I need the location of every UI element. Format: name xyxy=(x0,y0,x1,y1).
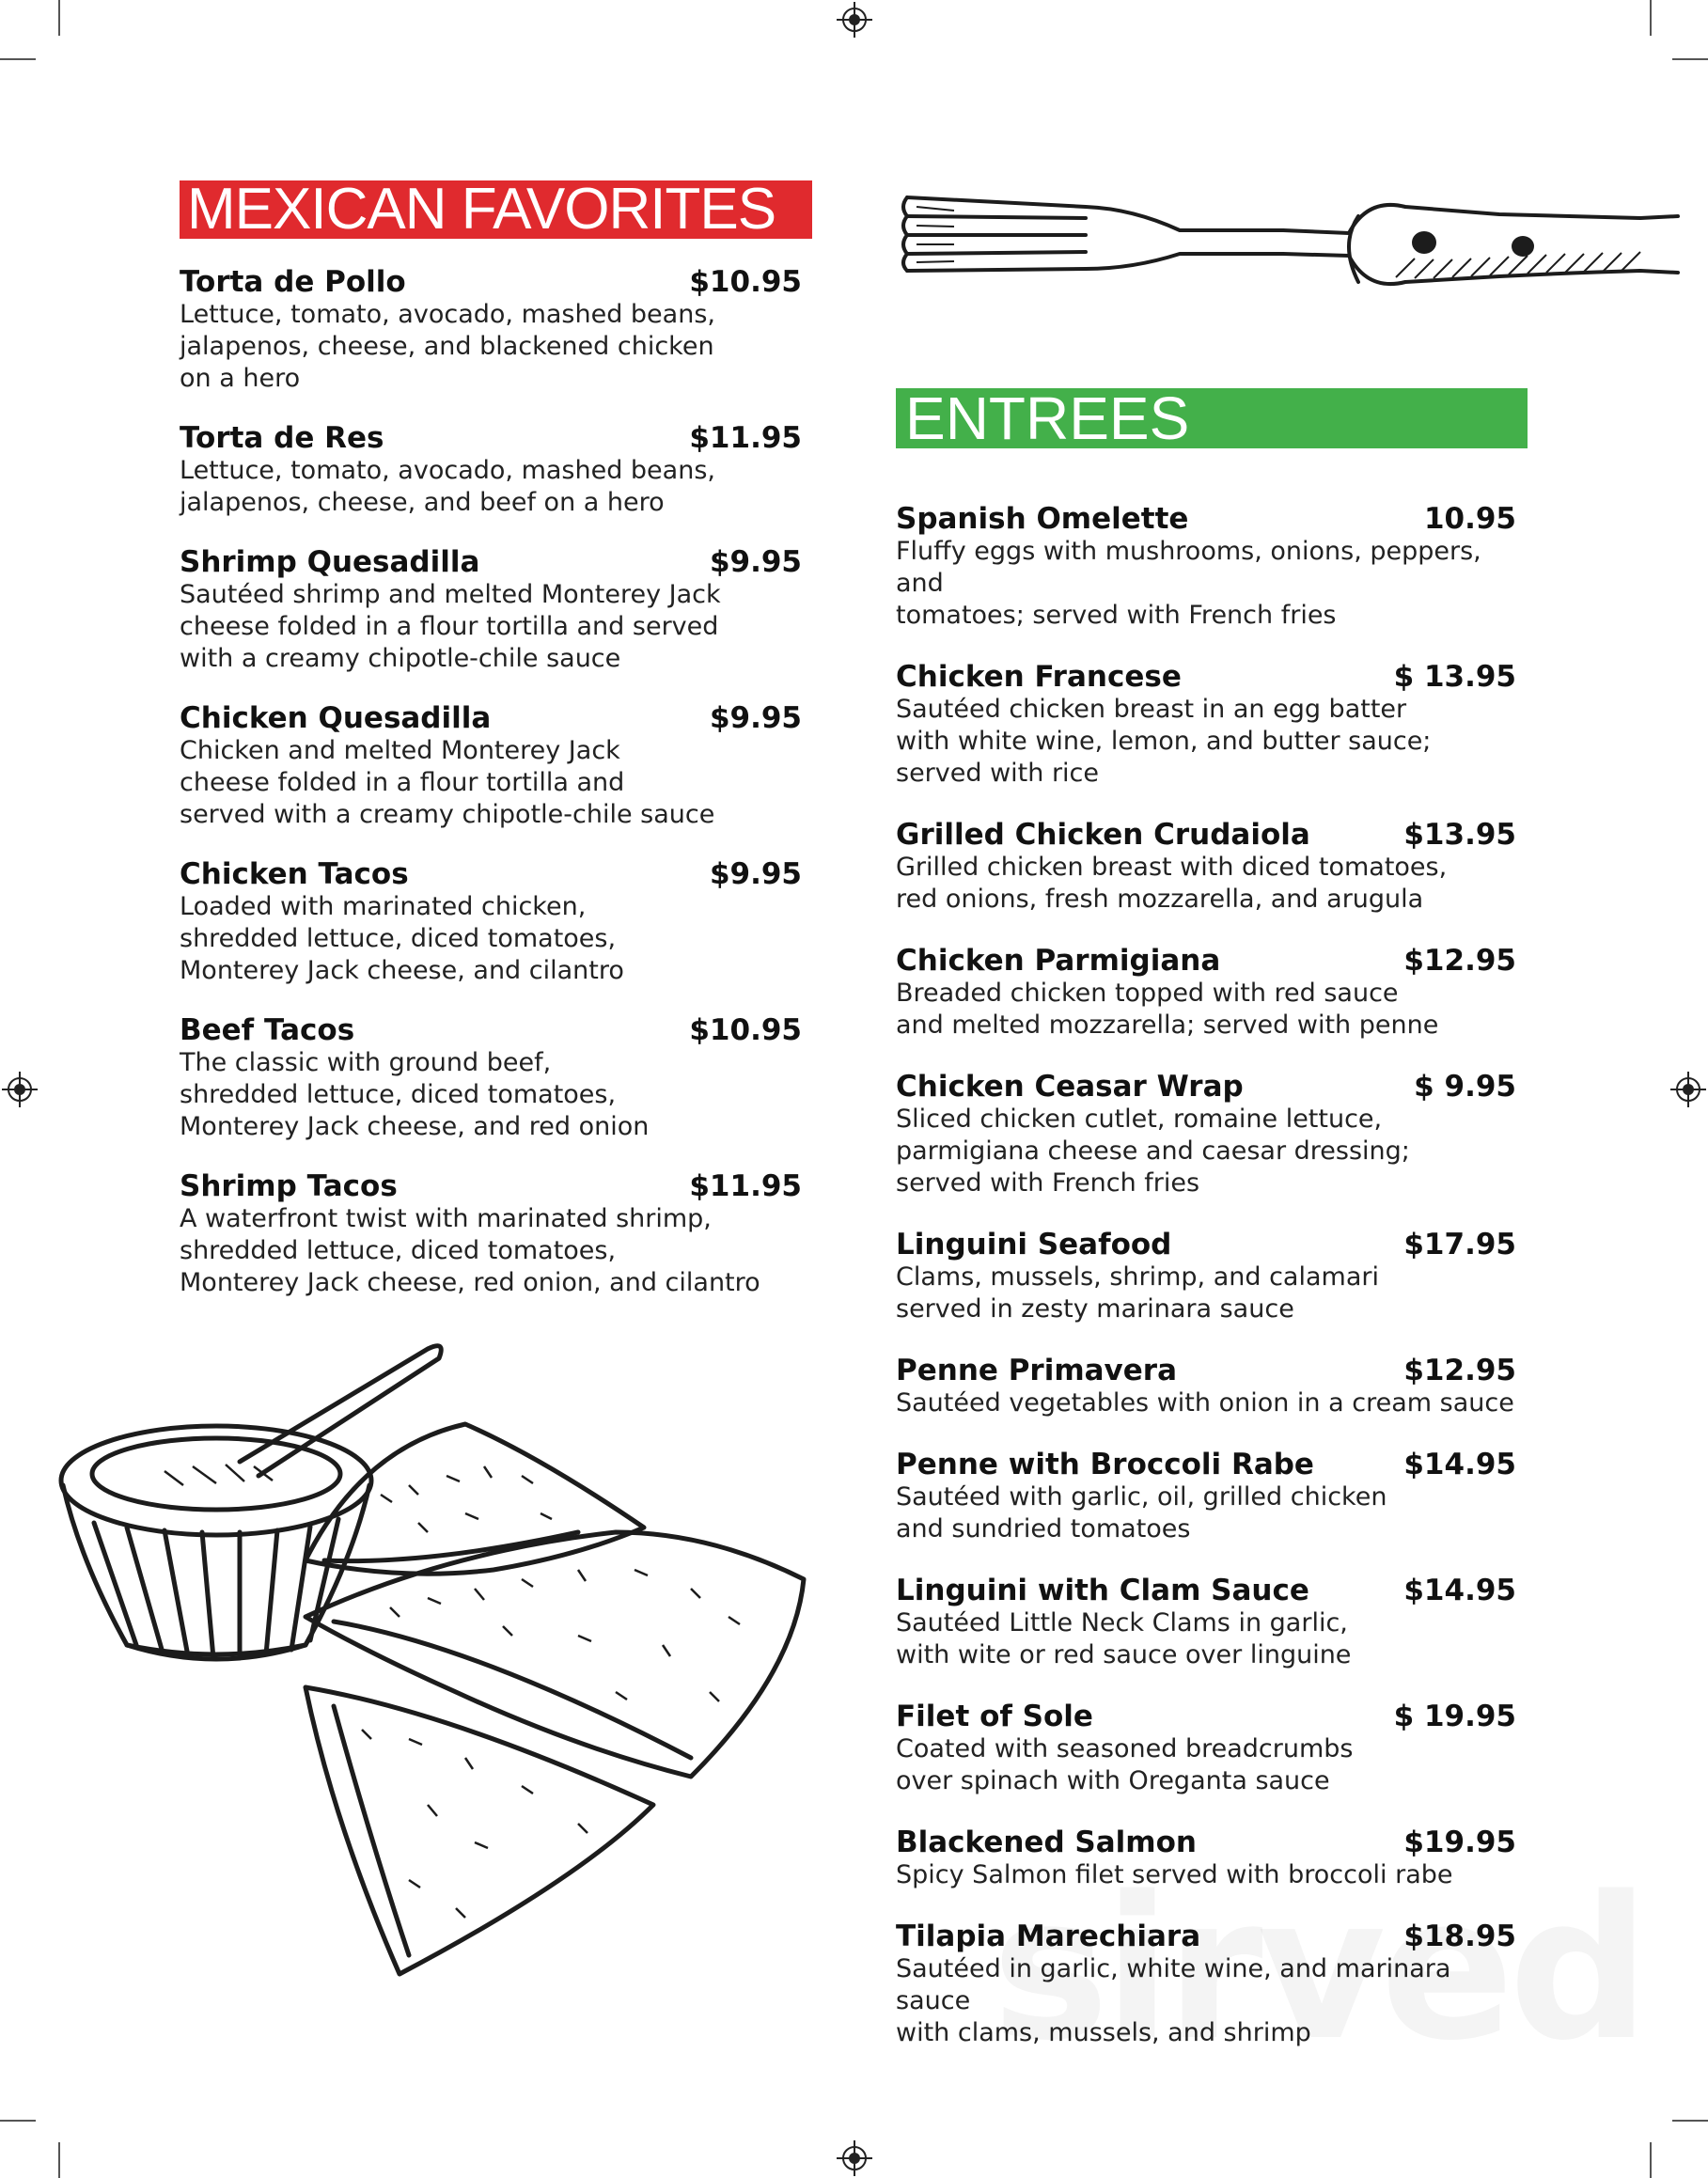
menu-item-description: A waterfront twist with marinated shrimp, shredded lettuce, diced tomatoes, Monterey Jack cheese, red onion, and cilantro xyxy=(180,1204,760,1297)
menu-item-description: Spicy Salmon filet served with broccoli rabe xyxy=(896,1860,1453,1889)
menu-item-header xyxy=(896,500,1516,538)
menu-item-description: Sautéed shrimp and melted Monterey Jack cheese folded in a flour tortilla and served with a creamy chipotle-chile sauce xyxy=(180,580,721,673)
menu-item-header xyxy=(896,942,1516,979)
menu-item-header xyxy=(180,699,802,737)
menu-item-description: Sautéed chicken breast in an egg batter with white wine, lemon, and butter sauce; served with rice xyxy=(896,695,1432,788)
menu-item-name: Linguini Seafood xyxy=(896,1228,1172,1261)
menu-item xyxy=(180,543,802,675)
menu-item xyxy=(180,1011,802,1143)
menu-item xyxy=(180,855,802,987)
menu-item-price: $9.95 xyxy=(709,701,802,735)
menu-item-price: $12.95 xyxy=(1403,1354,1516,1387)
menu-item-description: Loaded with marinated chicken, shredded lettuce, diced tomatoes, Monterey Jack cheese, and cilantro xyxy=(180,892,624,985)
menu-item-name: Blackened Salmon xyxy=(896,1825,1197,1859)
menu-item-header xyxy=(896,1226,1516,1263)
menu-item-name: Filet of Sole xyxy=(896,1700,1093,1733)
menu-item-price: $ 19.95 xyxy=(1393,1700,1516,1733)
registration-mark xyxy=(1676,1077,1700,1102)
crop-mark xyxy=(0,2120,36,2122)
menu-item-price: $19.95 xyxy=(1403,1825,1516,1859)
menu-item-name: Torta de Res xyxy=(180,421,384,455)
sirved-watermark xyxy=(992,1871,1644,2068)
entrees-header: ENTREES xyxy=(896,388,1528,448)
crop-mark xyxy=(1650,0,1652,36)
menu-item-name: Beef Tacos xyxy=(180,1013,355,1047)
menu-item xyxy=(180,419,802,519)
menu-item-header xyxy=(180,419,802,457)
menu-item-description: Sautéed in garlic, white wine, and marinara sauce with clams, mussels, and shrimp xyxy=(896,1954,1451,2047)
menu-item xyxy=(180,263,802,395)
registration-mark xyxy=(8,1077,32,1102)
menu-item-description: Sliced chicken cutlet, romaine lettuce, parmigiana cheese and caesar dressing; served with French fries xyxy=(896,1105,1410,1198)
menu-item-price: $13.95 xyxy=(1403,818,1516,852)
menu-item xyxy=(896,816,1516,916)
menu-item-name: Chicken Quesadilla xyxy=(180,701,492,735)
menu-item-header xyxy=(896,1698,1516,1735)
menu-item-description: Breaded chicken topped with red sauce and melted mozzarella; served with penne xyxy=(896,979,1439,1040)
menu-item-name: Tilapia Marechiara xyxy=(896,1919,1201,1953)
menu-item-description: Sautéed with garlic, oil, grilled chicken and sundried tomatoes xyxy=(896,1482,1387,1543)
menu-item-price: $17.95 xyxy=(1403,1228,1516,1261)
menu-item xyxy=(896,1068,1516,1199)
crop-mark xyxy=(58,2142,60,2178)
menu-item xyxy=(896,1352,1516,1419)
quesadilla-illustration xyxy=(52,1335,818,1983)
crop-mark xyxy=(1672,58,1708,60)
registration-mark xyxy=(842,8,867,32)
menu-item xyxy=(896,1226,1516,1325)
menu-item-header xyxy=(896,1572,1516,1609)
menu-item xyxy=(896,658,1516,790)
menu-item-price: $11.95 xyxy=(689,1169,802,1203)
menu-item-price: $10.95 xyxy=(689,1013,802,1047)
menu-item-name: Torta de Pollo xyxy=(180,265,406,299)
menu-item-description: Clams, mussels, shrimp, and calamari served in zesty marinara sauce xyxy=(896,1262,1379,1324)
menu-item-price: $11.95 xyxy=(689,421,802,455)
menu-item-description: Lettuce, tomato, avocado, mashed beans, jalapenos, cheese, and blackened chicken on a hero xyxy=(180,300,715,393)
menu-item-price: $ 9.95 xyxy=(1414,1070,1516,1104)
menu-item xyxy=(180,1167,802,1299)
menu-item-price: 10.95 xyxy=(1423,502,1516,536)
crop-mark xyxy=(58,0,60,36)
menu-item-name: Chicken Tacos xyxy=(180,857,409,891)
crop-mark xyxy=(1672,2120,1708,2122)
menu-item-header xyxy=(896,658,1516,696)
menu-item xyxy=(896,942,1516,1042)
menu-item-price: $9.95 xyxy=(709,545,802,579)
menu-item-price: $14.95 xyxy=(1403,1574,1516,1607)
menu-item-header xyxy=(180,1011,802,1049)
menu-item-header xyxy=(180,855,802,893)
registration-mark xyxy=(842,2146,867,2170)
entrees-list xyxy=(896,500,1516,2076)
menu-item-price: $10.95 xyxy=(689,265,802,299)
menu-item-name: Linguini with Clam Sauce xyxy=(896,1574,1309,1607)
menu-item-description: Sautéed vegetables with onion in a cream sauce xyxy=(896,1388,1514,1418)
menu-item-price: $12.95 xyxy=(1403,944,1516,978)
crop-mark xyxy=(1650,2142,1652,2178)
menu-item-header xyxy=(896,1446,1516,1483)
mexican-favorites-header: MEXICAN FAVORITES xyxy=(180,180,812,239)
crop-mark xyxy=(0,58,36,60)
menu-item xyxy=(896,500,1516,632)
menu-item-header xyxy=(180,263,802,301)
menu-item xyxy=(896,1446,1516,1545)
menu-item-description: Fluffy eggs with mushrooms, onions, peppers, and tomatoes; served with French fries xyxy=(896,537,1481,630)
menu-item-header xyxy=(896,1352,1516,1389)
menu-item xyxy=(180,699,802,831)
menu-item-price: $9.95 xyxy=(709,857,802,891)
mexican-favorites-list xyxy=(180,263,802,1324)
fork-illustration xyxy=(898,179,1680,306)
menu-item xyxy=(896,1572,1516,1671)
menu-item-description: Grilled chicken breast with diced tomatoes, red onions, fresh mozzarella, and arugula xyxy=(896,853,1448,914)
menu-item-description: Chicken and melted Monterey Jack cheese folded in a flour tortilla and served with a creamy chipotle-chile sauce xyxy=(180,736,715,829)
menu-item-price: $ 13.95 xyxy=(1393,660,1516,694)
menu-item-name: Shrimp Tacos xyxy=(180,1169,398,1203)
menu-item-description: Lettuce, tomato, avocado, mashed beans, jalapenos, cheese, and beef on a hero xyxy=(180,456,715,517)
menu-item-name: Grilled Chicken Crudaiola xyxy=(896,818,1310,852)
menu-item-header xyxy=(896,1068,1516,1105)
menu-item-name: Chicken Francese xyxy=(896,660,1182,694)
menu-item-name: Penne Primavera xyxy=(896,1354,1177,1387)
menu-item xyxy=(896,1698,1516,1797)
menu-item-name: Chicken Ceasar Wrap xyxy=(896,1070,1244,1104)
menu-item-header xyxy=(180,543,802,581)
menu-item-name: Spanish Omelette xyxy=(896,502,1189,536)
menu-item-description: Sautéed Little Neck Clams in garlic, with wite or red sauce over linguine xyxy=(896,1608,1352,1669)
menu-item-description: The classic with ground beef, shredded lettuce, diced tomatoes, Monterey Jack cheese, and red onion xyxy=(180,1048,650,1141)
menu-item-price: $18.95 xyxy=(1403,1919,1516,1953)
menu-item-name: Shrimp Quesadilla xyxy=(180,545,480,579)
menu-item-header xyxy=(180,1167,802,1205)
menu-item-name: Penne with Broccoli Rabe xyxy=(896,1448,1314,1481)
menu-item-price: $14.95 xyxy=(1403,1448,1516,1481)
menu-item-name: Chicken Parmigiana xyxy=(896,944,1221,978)
menu-item-description: Coated with seasoned breadcrumbs over spinach with Oreganta sauce xyxy=(896,1734,1354,1795)
menu-item-header xyxy=(896,816,1516,854)
